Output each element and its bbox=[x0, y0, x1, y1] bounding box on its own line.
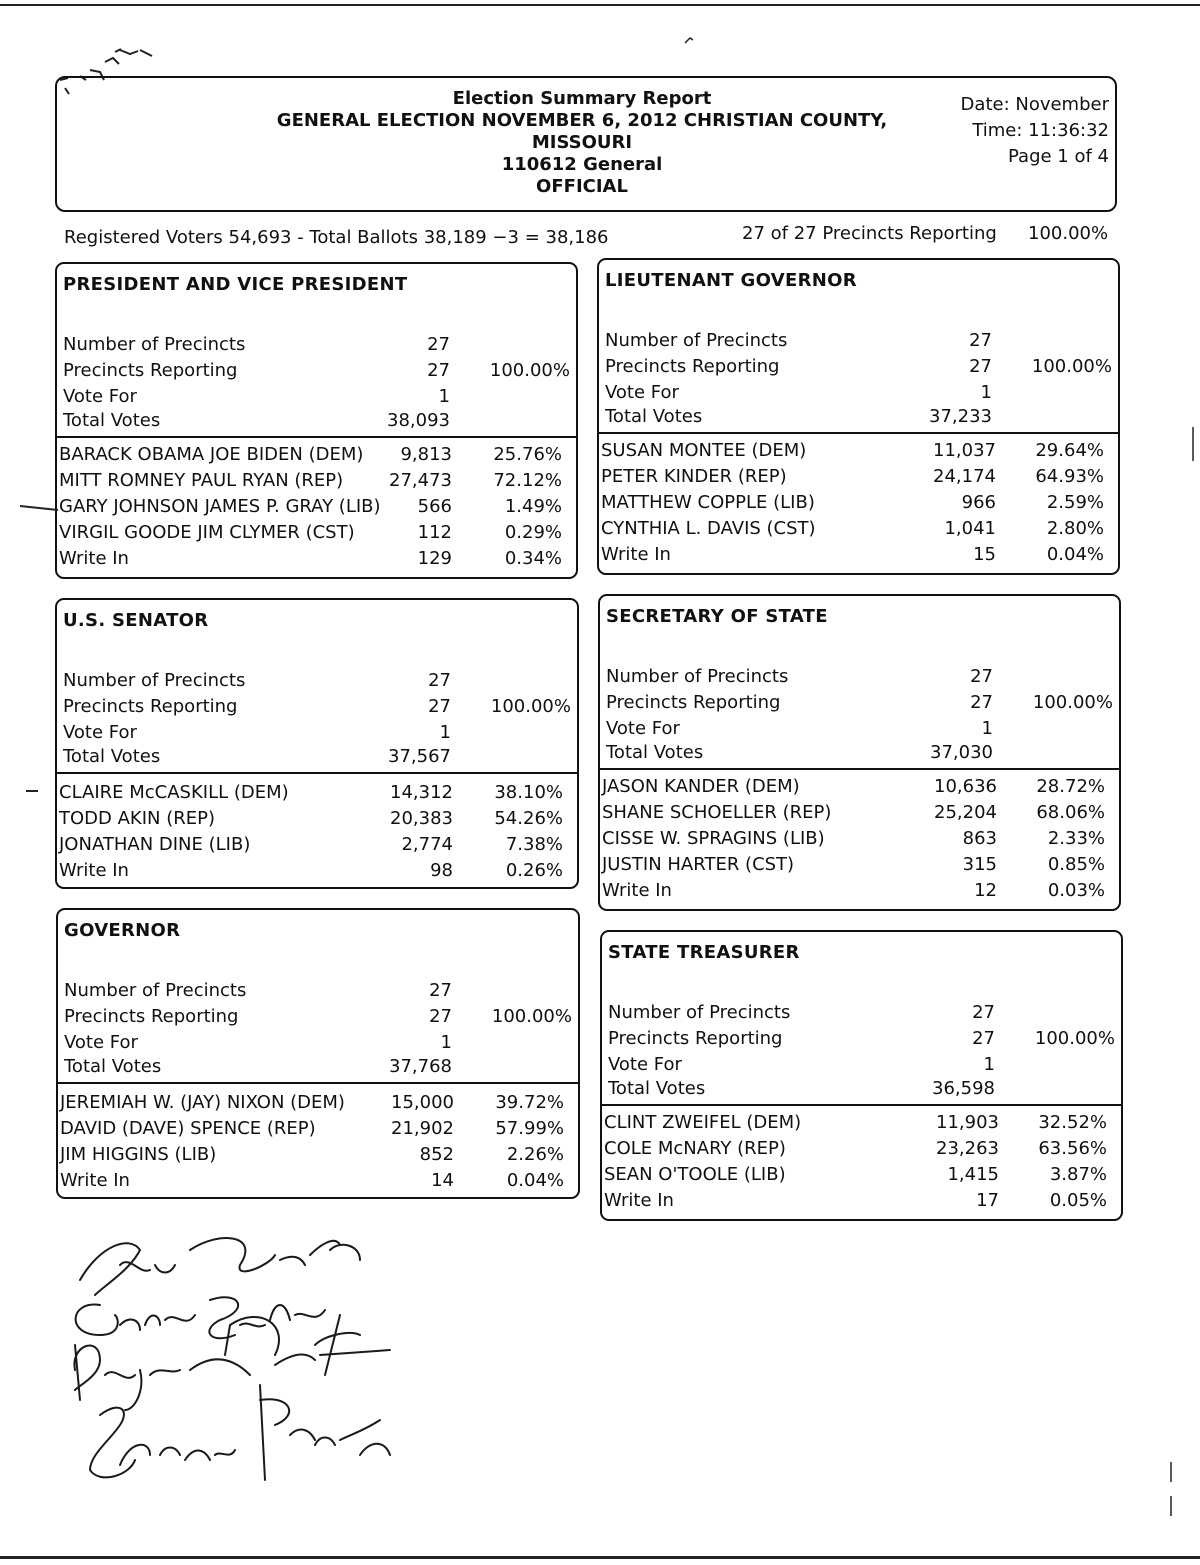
stat-percent: 100.00% bbox=[489, 360, 570, 381]
candidate-row bbox=[599, 492, 1118, 518]
candidate-votes: 863 bbox=[962, 828, 997, 849]
stat-total-votes bbox=[602, 1078, 1121, 1104]
stat-label: Total Votes bbox=[606, 742, 704, 763]
header-title-block bbox=[232, 88, 932, 198]
pen-dot-mark bbox=[682, 34, 696, 48]
candidate-row bbox=[602, 1138, 1121, 1164]
race-title: STATE TREASURER bbox=[608, 942, 800, 963]
divider bbox=[600, 768, 1119, 770]
stat-label: Number of Precincts bbox=[63, 334, 246, 355]
candidate-name: Write In bbox=[602, 880, 672, 901]
race-title: PRESIDENT AND VICE PRESIDENT bbox=[63, 274, 408, 295]
candidate-name: Write In bbox=[601, 544, 671, 565]
signature-4 bbox=[90, 1385, 390, 1480]
candidate-percent: 0.29% bbox=[504, 522, 562, 543]
race-governor bbox=[56, 908, 580, 1199]
stat-vote-for bbox=[57, 386, 576, 412]
candidate-votes: 15,000 bbox=[391, 1092, 454, 1113]
candidate-percent: 3.87% bbox=[1049, 1164, 1107, 1185]
stat-vote-for bbox=[599, 382, 1118, 408]
candidate-name: COLE McNARY (REP) bbox=[604, 1138, 786, 1159]
candidate-row bbox=[600, 880, 1119, 906]
stat-percent: 100.00% bbox=[490, 696, 571, 717]
candidate-votes: 14,312 bbox=[390, 782, 453, 803]
candidate-name: CLINT ZWEIFEL (DEM) bbox=[604, 1112, 802, 1133]
signature-2 bbox=[76, 1297, 325, 1338]
stat-value: 27 bbox=[427, 334, 450, 355]
candidate-percent: 2.33% bbox=[1047, 828, 1105, 849]
stat-precincts-reporting bbox=[57, 360, 576, 386]
stat-vote-for bbox=[602, 1054, 1121, 1080]
stat-label: Vote For bbox=[606, 718, 680, 739]
candidate-percent: 1.49% bbox=[504, 496, 562, 517]
candidate-percent: 72.12% bbox=[493, 470, 562, 491]
report-header bbox=[55, 76, 1117, 212]
stat-value: 1 bbox=[440, 1032, 452, 1053]
candidate-name: MITT ROMNEY PAUL RYAN (REP) bbox=[59, 470, 344, 491]
candidate-name: JONATHAN DINE (LIB) bbox=[59, 834, 251, 855]
candidate-percent: 0.34% bbox=[504, 548, 562, 569]
candidate-row bbox=[602, 1190, 1121, 1216]
candidate-row bbox=[57, 834, 577, 860]
candidate-name: SEAN O'TOOLE (LIB) bbox=[604, 1164, 786, 1185]
election-state: MISSOURI bbox=[531, 132, 633, 153]
candidate-percent: 63.56% bbox=[1038, 1138, 1107, 1159]
candidate-votes: 98 bbox=[430, 860, 453, 881]
stat-label: Vote For bbox=[608, 1054, 682, 1075]
candidate-votes: 9,813 bbox=[400, 444, 452, 465]
candidate-row bbox=[57, 548, 576, 574]
stat-label: Vote For bbox=[64, 1032, 138, 1053]
candidate-percent: 2.80% bbox=[1046, 518, 1104, 539]
candidate-row bbox=[57, 470, 576, 496]
stat-total-votes bbox=[58, 1056, 578, 1082]
stat-total-votes bbox=[600, 742, 1119, 768]
candidate-votes: 23,263 bbox=[936, 1138, 999, 1159]
stat-value: 27 bbox=[428, 670, 451, 691]
official-label: OFFICIAL bbox=[536, 176, 628, 197]
candidate-row bbox=[600, 802, 1119, 828]
candidate-row bbox=[599, 544, 1118, 570]
candidate-name: CISSE W. SPRAGINS (LIB) bbox=[602, 828, 825, 849]
stat-label: Total Votes bbox=[63, 746, 161, 767]
stat-value: 1 bbox=[439, 722, 451, 743]
candidate-name: TODD AKIN (REP) bbox=[59, 808, 215, 829]
candidate-row bbox=[57, 782, 577, 808]
candidate-votes: 566 bbox=[417, 496, 452, 517]
candidate-votes: 27,473 bbox=[389, 470, 452, 491]
stat-vote-for bbox=[57, 722, 577, 748]
divider bbox=[599, 432, 1118, 434]
race-title: SECRETARY OF STATE bbox=[606, 606, 828, 627]
race-title: GOVERNOR bbox=[64, 920, 181, 941]
candidate-percent: 54.26% bbox=[494, 808, 563, 829]
stat-value: 27 bbox=[969, 356, 992, 377]
stat-value: 27 bbox=[429, 980, 452, 1001]
stat-value: 1 bbox=[438, 386, 450, 407]
candidate-votes: 11,037 bbox=[933, 440, 996, 461]
stat-value: 36,598 bbox=[932, 1078, 995, 1099]
candidate-row bbox=[599, 466, 1118, 492]
candidate-name: JUSTIN HARTER (CST) bbox=[602, 854, 795, 875]
candidate-name: MATTHEW COPPLE (LIB) bbox=[601, 492, 815, 513]
candidate-percent: 39.72% bbox=[495, 1092, 564, 1113]
stat-percent: 100.00% bbox=[1032, 692, 1113, 713]
scan-border-top bbox=[0, 4, 1200, 6]
stat-value: 27 bbox=[969, 330, 992, 351]
candidate-votes: 112 bbox=[417, 522, 452, 543]
candidate-percent: 2.59% bbox=[1046, 492, 1104, 513]
registered-voters-summary: Registered Voters 54,693 - Total Ballots 38,189 −3 = 38,186 bbox=[64, 227, 609, 248]
candidate-votes: 21,902 bbox=[391, 1118, 454, 1139]
candidate-name: CYNTHIA L. DAVIS (CST) bbox=[601, 518, 816, 539]
candidate-name: DAVID (DAVE) SPENCE (REP) bbox=[60, 1118, 316, 1139]
stat-label: Vote For bbox=[63, 722, 137, 743]
margin-tick-mark bbox=[1190, 425, 1196, 465]
candidate-percent: 7.38% bbox=[505, 834, 563, 855]
stat-label: Total Votes bbox=[608, 1078, 706, 1099]
candidate-percent: 0.05% bbox=[1049, 1190, 1107, 1211]
candidate-percent: 32.52% bbox=[1038, 1112, 1107, 1133]
stat-percent: 100.00% bbox=[1031, 356, 1112, 377]
stat-value: 1 bbox=[983, 1054, 995, 1075]
candidate-name: Write In bbox=[60, 1170, 130, 1191]
candidate-votes: 20,383 bbox=[390, 808, 453, 829]
candidate-votes: 14 bbox=[431, 1170, 454, 1191]
stat-label: Number of Precincts bbox=[605, 330, 788, 351]
stat-precincts-reporting bbox=[57, 696, 577, 722]
stat-value: 27 bbox=[972, 1028, 995, 1049]
divider bbox=[57, 772, 577, 774]
race-title: LIEUTENANT GOVERNOR bbox=[605, 270, 857, 291]
candidate-row bbox=[57, 860, 577, 886]
margin-tick-mark bbox=[24, 786, 40, 796]
divider bbox=[58, 1082, 578, 1084]
stat-value: 37,233 bbox=[929, 406, 992, 427]
candidate-votes: 17 bbox=[976, 1190, 999, 1211]
stat-precincts-reporting bbox=[600, 692, 1119, 718]
candidate-votes: 1,041 bbox=[944, 518, 996, 539]
race-secretary-of-state bbox=[598, 594, 1121, 911]
candidate-name: JIM HIGGINS (LIB) bbox=[60, 1144, 217, 1165]
scan-border-bottom bbox=[0, 1556, 1200, 1559]
stat-value: 37,567 bbox=[388, 746, 451, 767]
candidate-votes: 25,204 bbox=[934, 802, 997, 823]
stat-total-votes bbox=[57, 746, 577, 772]
candidate-percent: 2.26% bbox=[506, 1144, 564, 1165]
candidate-percent: 25.76% bbox=[493, 444, 562, 465]
stat-label: Vote For bbox=[605, 382, 679, 403]
divider bbox=[57, 436, 576, 438]
stat-label: Number of Precincts bbox=[606, 666, 789, 687]
candidate-percent: 0.85% bbox=[1047, 854, 1105, 875]
candidate-votes: 315 bbox=[962, 854, 997, 875]
candidate-percent: 28.72% bbox=[1036, 776, 1105, 797]
precincts-reporting-percent: 100.00% bbox=[1028, 223, 1109, 244]
stat-label: Number of Precincts bbox=[63, 670, 246, 691]
candidate-votes: 24,174 bbox=[933, 466, 996, 487]
candidate-votes: 15 bbox=[973, 544, 996, 565]
candidate-votes: 129 bbox=[417, 548, 452, 569]
stat-label: Total Votes bbox=[64, 1056, 162, 1077]
candidate-row bbox=[58, 1118, 578, 1144]
candidate-name: PETER KINDER (REP) bbox=[601, 466, 787, 487]
candidate-row bbox=[602, 1164, 1121, 1190]
stat-number-of-precincts bbox=[599, 330, 1118, 356]
stat-label: Vote For bbox=[63, 386, 137, 407]
stat-label: Precincts Reporting bbox=[64, 1006, 239, 1027]
candidate-percent: 38.10% bbox=[494, 782, 563, 803]
stat-label: Precincts Reporting bbox=[608, 1028, 783, 1049]
stat-label: Number of Precincts bbox=[608, 1002, 791, 1023]
candidate-percent: 57.99% bbox=[495, 1118, 564, 1139]
candidate-votes: 966 bbox=[961, 492, 996, 513]
candidate-name: JEREMIAH W. (JAY) NIXON (DEM) bbox=[60, 1092, 345, 1113]
candidate-percent: 0.26% bbox=[505, 860, 563, 881]
race-state-treasurer bbox=[600, 930, 1123, 1221]
candidate-name: Write In bbox=[59, 860, 129, 881]
race-president bbox=[55, 262, 578, 579]
margin-tick-mark bbox=[18, 498, 62, 518]
precincts-reporting-summary: 27 of 27 Precincts Reporting bbox=[742, 223, 997, 244]
candidate-percent: 0.03% bbox=[1047, 880, 1105, 901]
stat-value: 27 bbox=[972, 1002, 995, 1023]
stat-value: 27 bbox=[970, 692, 993, 713]
stat-value: 1 bbox=[980, 382, 992, 403]
stat-number-of-precincts bbox=[600, 666, 1119, 692]
candidate-votes: 10,636 bbox=[934, 776, 997, 797]
candidate-votes: 11,903 bbox=[936, 1112, 999, 1133]
stat-number-of-precincts bbox=[58, 980, 578, 1006]
candidate-row bbox=[599, 518, 1118, 544]
candidate-votes: 852 bbox=[419, 1144, 454, 1165]
candidate-votes: 2,774 bbox=[401, 834, 453, 855]
candidate-votes: 12 bbox=[974, 880, 997, 901]
candidate-votes: 1,415 bbox=[947, 1164, 999, 1185]
margin-tick-mark bbox=[1168, 1460, 1174, 1520]
page-number: Page 1 of 4 bbox=[1008, 146, 1109, 167]
stat-value: 27 bbox=[429, 1006, 452, 1027]
stat-value: 38,093 bbox=[387, 410, 450, 431]
candidate-percent: 68.06% bbox=[1036, 802, 1105, 823]
candidate-name: SUSAN MONTEE (DEM) bbox=[601, 440, 807, 461]
race-lieutenant-governor bbox=[597, 258, 1120, 575]
signature-1 bbox=[80, 1238, 360, 1295]
stat-value: 1 bbox=[981, 718, 993, 739]
header-meta bbox=[939, 92, 1109, 170]
stat-precincts-reporting bbox=[58, 1006, 578, 1032]
candidate-name: VIRGIL GOODE JIM CLYMER (CST) bbox=[59, 522, 355, 543]
candidate-percent: 0.04% bbox=[1046, 544, 1104, 565]
stat-number-of-precincts bbox=[602, 1002, 1121, 1028]
candidate-row bbox=[602, 1112, 1121, 1138]
candidate-row bbox=[599, 440, 1118, 466]
candidate-percent: 29.64% bbox=[1035, 440, 1104, 461]
candidate-row bbox=[57, 444, 576, 470]
report-time: Time: 11:36:32 bbox=[972, 120, 1109, 141]
stat-label: Precincts Reporting bbox=[606, 692, 781, 713]
candidate-row bbox=[600, 828, 1119, 854]
race-title: U.S. SENATOR bbox=[63, 610, 209, 631]
stat-total-votes bbox=[599, 406, 1118, 432]
stat-label: Precincts Reporting bbox=[605, 356, 780, 377]
stat-value: 27 bbox=[427, 360, 450, 381]
candidate-name: JASON KANDER (DEM) bbox=[602, 776, 800, 797]
stat-label: Total Votes bbox=[605, 406, 703, 427]
report-date: Date: November bbox=[960, 94, 1109, 115]
signatures bbox=[60, 1225, 420, 1515]
candidate-name: CLAIRE McCASKILL (DEM) bbox=[59, 782, 289, 803]
stat-label: Precincts Reporting bbox=[63, 696, 238, 717]
stat-vote-for bbox=[58, 1032, 578, 1058]
candidate-percent: 0.04% bbox=[506, 1170, 564, 1191]
candidate-name: Write In bbox=[59, 548, 129, 569]
stat-vote-for bbox=[600, 718, 1119, 744]
candidate-name: BARACK OBAMA JOE BIDEN (DEM) bbox=[59, 444, 364, 465]
divider bbox=[602, 1104, 1121, 1106]
candidate-row bbox=[57, 808, 577, 834]
race-us-senator bbox=[55, 598, 579, 889]
stat-value: 37,030 bbox=[930, 742, 993, 763]
candidate-row bbox=[600, 776, 1119, 802]
candidate-row bbox=[57, 496, 576, 522]
stat-total-votes bbox=[57, 410, 576, 436]
stat-label: Number of Precincts bbox=[64, 980, 247, 1001]
candidate-row bbox=[600, 854, 1119, 880]
stat-percent: 100.00% bbox=[491, 1006, 572, 1027]
election-name: GENERAL ELECTION NOVEMBER 6, 2012 CHRISTIAN COUNTY, bbox=[276, 110, 888, 131]
stat-number-of-precincts bbox=[57, 334, 576, 360]
stat-number-of-precincts bbox=[57, 670, 577, 696]
signature-3 bbox=[74, 1315, 390, 1410]
stat-precincts-reporting bbox=[599, 356, 1118, 382]
candidate-name: Write In bbox=[604, 1190, 674, 1211]
stat-value: 27 bbox=[428, 696, 451, 717]
candidate-row bbox=[58, 1170, 578, 1196]
stat-precincts-reporting bbox=[602, 1028, 1121, 1054]
report-title: Election Summary Report bbox=[452, 88, 712, 109]
stat-percent: 100.00% bbox=[1034, 1028, 1115, 1049]
election-code: 110612 General bbox=[501, 154, 663, 175]
candidate-percent: 64.93% bbox=[1035, 466, 1104, 487]
stat-value: 37,768 bbox=[389, 1056, 452, 1077]
stat-value: 27 bbox=[970, 666, 993, 687]
stat-label: Precincts Reporting bbox=[63, 360, 238, 381]
candidate-name: SHANE SCHOELLER (REP) bbox=[602, 802, 832, 823]
candidate-name: GARY JOHNSON JAMES P. GRAY (LIB) bbox=[59, 496, 381, 517]
candidate-row bbox=[58, 1144, 578, 1170]
candidate-row bbox=[57, 522, 576, 548]
stat-label: Total Votes bbox=[63, 410, 161, 431]
candidate-row bbox=[58, 1092, 578, 1118]
